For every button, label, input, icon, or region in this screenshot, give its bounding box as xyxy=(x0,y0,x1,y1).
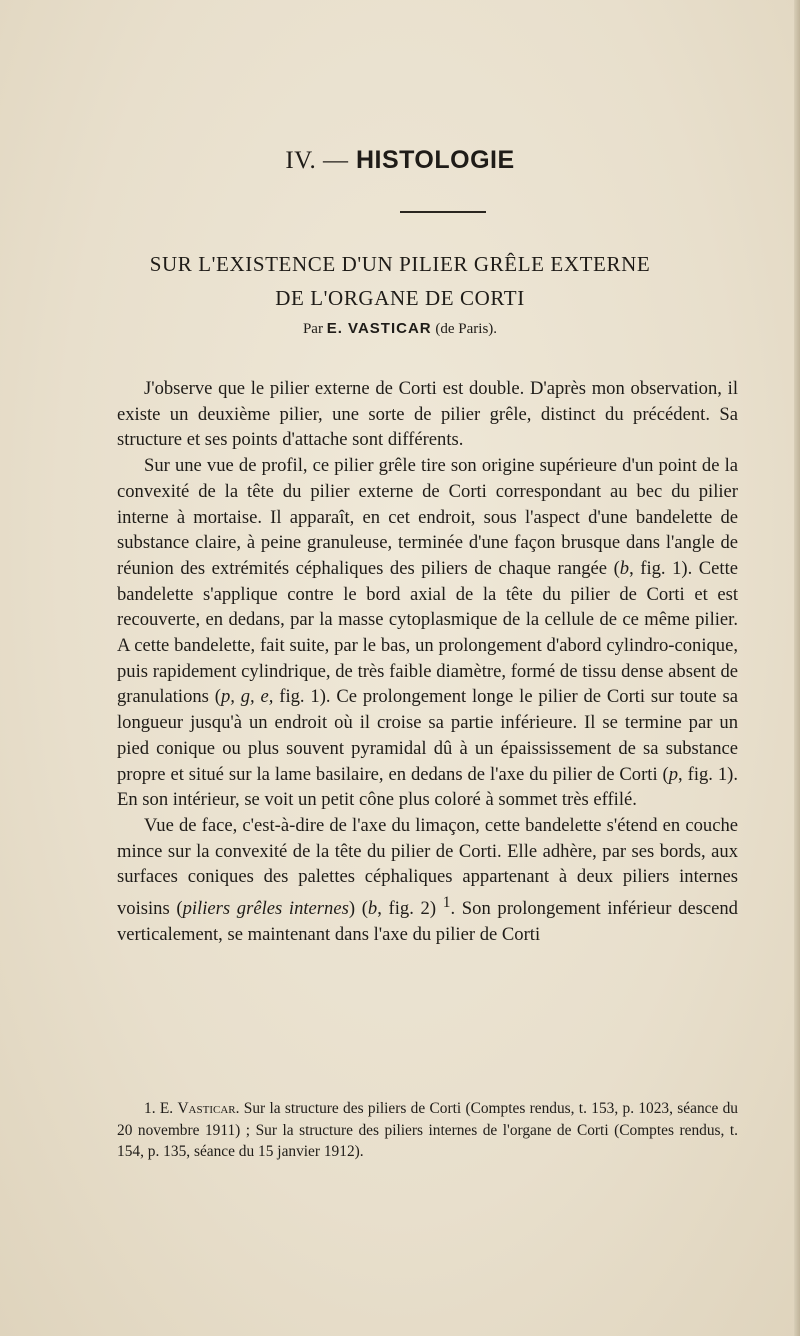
footnote-number: 1. E. xyxy=(144,1100,174,1117)
footnote-1 xyxy=(117,1098,738,1163)
article-body xyxy=(117,376,738,948)
section-word: HISTOLOGIE xyxy=(355,146,515,174)
figure-ref-p: p xyxy=(668,763,679,785)
page-edge-shadow xyxy=(794,0,800,1336)
byline-suffix: (de Paris). xyxy=(435,321,498,337)
footnotes xyxy=(117,1098,738,1163)
paragraph-2-part-c: fig. 1). Ce prolongement longe le pilier de Corti sur toute sa longueur jusqu'à un endroit où il croise sa partie inférieure. Il se termine par un pied conique ou plus souvent pyramidal dû à un épaississement de sa substance propre et situé sur la lame basilaire, en dedans de l'axe du pilier de Corti ( xyxy=(117,686,739,785)
section-heading xyxy=(0,146,800,175)
section-numeral: IV. — xyxy=(285,147,349,174)
paragraph-1: J'observe que le pilier externe de Corti est double. D'après mon observation, il existe un deuxième pilier, une sorte de pilier grêle, distinct du précédent. Sa structure et ses points d'attache sont différents. xyxy=(117,378,738,451)
article-title-line-2: DE L'ORGANE DE CORTI xyxy=(275,286,525,310)
footnote-author: Vasticar xyxy=(177,1100,236,1117)
paragraph-2-part-a: Sur une vue de profil, ce pilier grêle tire son origine supérieure d'un point de la convexité de la tête du pilier externe de Corti correspondant au bec du pilier interne à mortaise. Il apparaît, en cet endroit, sous l'aspect d'une bandelette de substance claire, à peine granuleuse, terminée d'une façon brusque dans l'angle de réunion des extrémités céphaliques des piliers de chaque rangée ( xyxy=(117,455,738,579)
article-title-line-1: SUR L'EXISTENCE D'UN PILIER GRÊLE EXTERNE xyxy=(149,252,651,276)
footnote-marker: 1 xyxy=(442,894,451,912)
paragraph-3-part-c: , fig. 2) xyxy=(377,898,443,920)
paragraph-2-part-d: , fig. 1). En son intérieur, se voit un petit cône plus coloré à sommet très effilé. xyxy=(117,763,738,811)
italic-term: piliers grêles internes xyxy=(182,898,349,920)
paragraph-3-part-a: Vue de face, c'est-à-dire de l'axe du limaçon, cette bandelette s'étend en couche mince sur la convexité de la tête du pilier de Corti. Elle adhère, par ses bords, aux surfaces coniques des palettes céphaliques appartenant à deux piliers internes voisins ( xyxy=(117,814,738,920)
paragraph-2 xyxy=(117,453,738,813)
paragraph-3-part-d: . Son prolongement inférieur descend verticalement, se maintenant dans l'axe du pilier de Corti xyxy=(117,898,738,945)
footnote-text: . Sur la structure des piliers de Corti (Comptes rendus, t. 153, p. 1023, séance du 20 novembre 1911) ; Sur la structure des piliers internes de l'organe de Corti (Comptes rendus, t. 154, p. 135, séance du 15 janvier 1912). xyxy=(117,1100,739,1160)
title-divider xyxy=(400,211,486,213)
figure-ref-pge: p, g, e, xyxy=(220,686,274,708)
figure-ref-b: b xyxy=(619,557,630,579)
paragraph-2-part-b: , fig. 1). Cette bandelette s'applique contre le bord axial de la tête du pilier de Corti et est recouverte, en dedans, par la masse cytoplasmique de la cellule de ce même pilier. A cette bandelette, fait suite, par le bas, un prolongement d'abord cylindro-conique, puis rapidement cylindrique, de très faible diamètre, formé de tissu dense absent de granulations ( xyxy=(117,557,738,708)
byline-prefix: Par xyxy=(302,321,323,337)
paragraph-3 xyxy=(117,813,738,948)
author-name: E. VASTICAR xyxy=(326,320,432,337)
byline xyxy=(0,320,800,338)
paragraph-3-part-b: ) ( xyxy=(348,898,368,920)
figure-ref-b-2: b xyxy=(367,898,378,920)
